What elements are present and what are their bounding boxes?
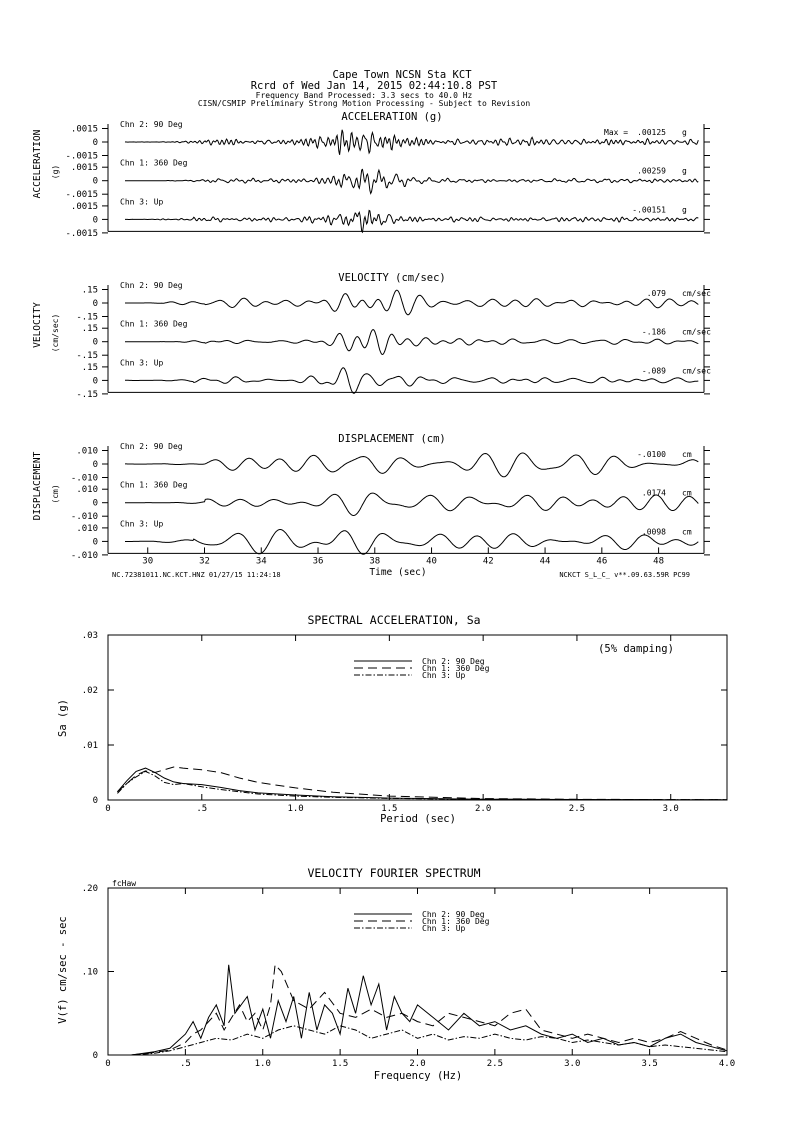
x-tick-label: 1.5: [331, 1059, 349, 1069]
channel-max-unit: cm: [682, 488, 692, 498]
channel-name: Chn 1: 360 Deg: [120, 480, 188, 490]
time-panel-ylabel: DISPLACEMENT: [32, 451, 43, 521]
y-tick-label: .03: [81, 631, 98, 641]
channel-trace-group: [71, 519, 710, 561]
time-panel-yunit: (cm/sec): [51, 313, 60, 353]
footer-right: NCKCT S_L_C_ v**.09.63.59R PC99: [559, 571, 690, 579]
y-tick-label: .20: [81, 884, 98, 894]
y-tick-label: -.15: [76, 389, 98, 400]
time-panel-acc: [32, 111, 710, 239]
fs-title: VELOCITY FOURIER SPECTRUM: [307, 866, 481, 880]
x-tick-label: 1.5: [381, 804, 398, 814]
x-tick-label: 2.0: [409, 1059, 426, 1069]
y-tick-label: .010: [76, 485, 98, 496]
legend-label: Chn 1: 360 Deg: [422, 664, 490, 673]
y-tick-label: 0: [92, 176, 98, 187]
channel-trace: [125, 210, 698, 232]
y-tick-label: 0: [92, 796, 98, 806]
channel-trace: [125, 290, 698, 315]
time-tick-label: 32: [199, 556, 210, 567]
channel-name: Chn 1: 360 Deg: [120, 158, 188, 168]
sa-title: SPECTRAL ACCELERATION, Sa: [307, 613, 481, 627]
channel-trace-group: [76, 320, 711, 362]
time-tick-label: 44: [539, 556, 551, 567]
channel-max-value: .079: [646, 289, 666, 298]
x-tick-label: 4.0: [718, 1059, 736, 1069]
y-tick-label: -.0015: [65, 190, 98, 201]
time-tick-label: 42: [482, 556, 494, 567]
y-tick-label: -.0015: [65, 228, 98, 239]
x-tick-label: 3.0: [662, 804, 679, 814]
channel-max-value: -.186: [641, 327, 666, 337]
sa-damping-note: (5% damping): [598, 643, 674, 655]
y-tick-label: 0: [92, 138, 98, 148]
header-record: Rcrd of Wed Jan 14, 2015 02:44:10.8 PST: [250, 80, 498, 92]
time-axis-label: Time (sec): [369, 567, 427, 578]
y-tick-label: 0: [92, 498, 98, 509]
y-tick-label: 0: [92, 1051, 98, 1061]
time-panel-yunit: (g): [51, 164, 60, 180]
y-tick-label: 0: [92, 376, 98, 387]
y-tick-label: .010: [76, 446, 98, 457]
channel-trace-group: [76, 281, 711, 323]
channel-max-value: -.00151: [632, 205, 666, 215]
x-tick-label: 3.0: [564, 1059, 581, 1069]
channel-name: Chn 3: Up: [120, 519, 164, 529]
channel-trace-group: [76, 358, 711, 400]
y-tick-label: .0015: [70, 163, 98, 174]
fs-x-label: Frequency (Hz): [373, 1070, 463, 1082]
y-tick-label: -.010: [70, 512, 98, 523]
channel-max-value: -.0100: [637, 450, 666, 459]
time-panel-vel: [32, 272, 711, 400]
y-tick-label: .15: [81, 285, 98, 296]
time-panel-ylabel: VELOCITY: [32, 302, 43, 348]
footer-left: NC.72381011.NC.KCT.HNZ 01/27/15 11:24:18: [112, 571, 281, 579]
channel-name: Chn 1: 360 Deg: [120, 319, 188, 329]
x-tick-label: 2.0: [475, 804, 492, 814]
legend-label: Chn 1: 360 Deg: [422, 917, 490, 926]
channel-max-unit: g: [682, 166, 687, 176]
velocity-fourier-spectrum-chart: [57, 866, 735, 1082]
channel-trace-group: [65, 159, 710, 201]
y-tick-label: .0015: [70, 201, 98, 212]
y-tick-label: -.010: [70, 550, 98, 561]
time-panel-title: ACCELERATION (g): [341, 111, 443, 123]
series-line: [131, 965, 727, 1055]
legend-label: Chn 2: 90 Deg: [422, 910, 485, 919]
channel-trace-group: [65, 197, 710, 239]
y-tick-label: 0: [92, 215, 98, 226]
record-header: [198, 69, 531, 108]
y-tick-label: -.15: [76, 351, 98, 362]
time-tick-label: 36: [312, 556, 324, 567]
y-tick-label: .15: [81, 324, 98, 335]
channel-trace: [125, 166, 698, 193]
channel-name: Chn 3: Up: [120, 358, 164, 368]
time-panel-title: DISPLACEMENT (cm): [338, 433, 446, 445]
x-tick-label: 1.0: [287, 804, 304, 814]
y-tick-label: -.010: [70, 473, 98, 484]
y-tick-label: -.15: [76, 312, 98, 323]
legend-label: Chn 3: Up: [422, 671, 466, 680]
header-disclaimer: CISN/CSMIP Preliminary Strong Motion Processing - Subject to Revision: [197, 99, 531, 108]
y-tick-label: -.0015: [65, 151, 98, 162]
time-tick-label: 46: [596, 556, 608, 567]
y-tick-label: .02: [81, 686, 98, 696]
series-line: [117, 767, 727, 800]
channel-max-value: .00125: [637, 128, 666, 137]
fs-corner-label: fcHaw: [112, 879, 137, 888]
spectral-acceleration-chart: [57, 613, 727, 825]
y-tick-label: .0015: [70, 124, 98, 135]
channel-max-value: .0174: [641, 488, 666, 498]
x-tick-label: 2.5: [568, 804, 586, 814]
channel-trace-group: [71, 442, 710, 484]
y-tick-label: .15: [81, 362, 98, 373]
channel-trace-group: [65, 120, 710, 162]
x-tick-label: 2.5: [486, 1059, 504, 1069]
series-line: [117, 768, 727, 800]
legend-label: Chn 2: 90 Deg: [422, 657, 485, 666]
channel-max-value: .0098: [641, 527, 666, 537]
channel-max-unit: cm/sec: [682, 289, 711, 298]
x-tick-label: 0: [105, 1059, 111, 1069]
channel-max-value: -.089: [641, 366, 666, 376]
time-tick-label: 34: [255, 556, 267, 567]
time-panel-disp: [32, 433, 710, 561]
sa-x-label: Period (sec): [380, 813, 456, 825]
channel-trace: [125, 368, 698, 393]
sa-y-label: Sa (g): [57, 699, 69, 737]
channel-trace: [125, 493, 698, 515]
plot-frame: [108, 635, 727, 800]
time-tick-label: 30: [142, 556, 154, 567]
legend-label: Chn 3: Up: [422, 924, 466, 933]
time-axis: [112, 547, 690, 579]
channel-max-unit: cm: [682, 450, 692, 459]
time-tick-label: 38: [369, 556, 381, 567]
channel-name: Chn 2: 90 Deg: [120, 120, 183, 129]
y-tick-label: 0: [92, 337, 98, 348]
x-tick-label: 1.0: [254, 1059, 271, 1069]
channel-name: Chn 3: Up: [120, 197, 164, 207]
time-panel-yunit: (cm): [51, 484, 60, 504]
x-tick-label: 3.5: [641, 1059, 658, 1069]
series-line: [131, 965, 727, 1055]
time-panel-ylabel: ACCELERATION: [32, 129, 43, 199]
max-prefix: Max =: [604, 128, 629, 137]
channel-max-unit: g: [682, 128, 687, 137]
series-line: [131, 1026, 727, 1055]
channel-trace-group: [71, 481, 710, 523]
y-tick-label: .01: [81, 741, 98, 751]
header-band: Frequency Band Processed: 3.3 secs to 40.0 Hz: [255, 91, 473, 100]
y-tick-label: 0: [92, 460, 98, 470]
channel-max-unit: cm/sec: [682, 366, 711, 376]
y-tick-label: .10: [81, 967, 98, 978]
time-tick-label: 40: [426, 556, 437, 567]
channel-trace: [125, 453, 698, 477]
x-tick-label: 0: [105, 804, 111, 814]
channel-max-unit: cm/sec: [682, 327, 711, 337]
channel-max-unit: cm: [682, 527, 692, 537]
channel-name: Chn 2: 90 Deg: [120, 442, 183, 451]
header-station: Cape Town NCSN Sta KCT: [332, 69, 472, 81]
y-tick-label: .010: [76, 523, 98, 534]
channel-name: Chn 2: 90 Deg: [120, 281, 183, 290]
channel-max-value: .00259: [637, 166, 666, 176]
x-tick-label: .5: [179, 1059, 191, 1069]
y-tick-label: 0: [92, 299, 98, 309]
x-tick-label: .5: [196, 804, 208, 814]
y-tick-label: 0: [92, 537, 98, 548]
fs-y-label: V(f) cm/sec - sec: [57, 916, 69, 1024]
channel-max-unit: g: [682, 205, 687, 215]
time-panel-title: VELOCITY (cm/sec): [338, 272, 446, 284]
channel-trace: [125, 530, 698, 555]
time-series-panels: [32, 111, 711, 561]
time-tick-label: 48: [653, 556, 665, 567]
